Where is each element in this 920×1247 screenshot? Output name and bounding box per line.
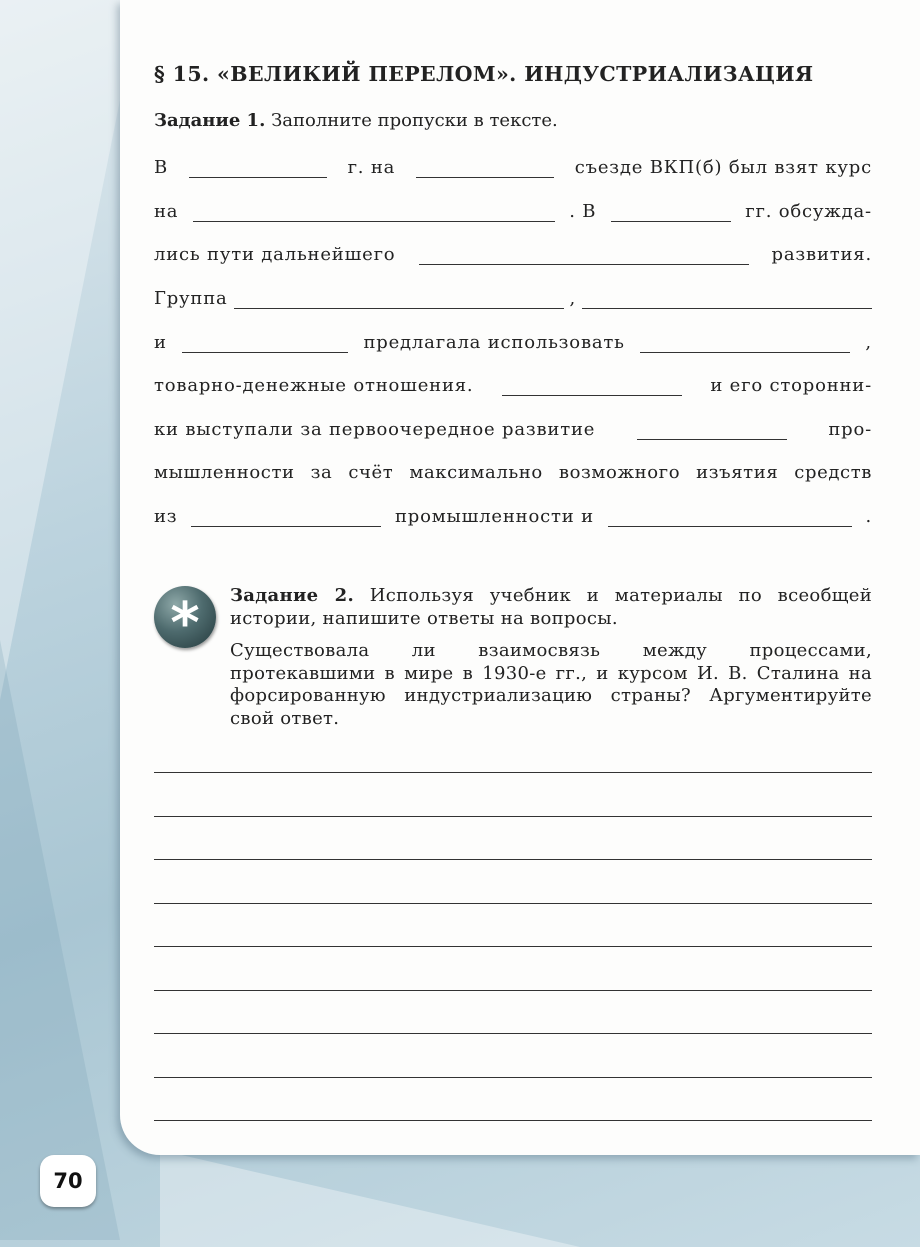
task2-question: Существовала ли взаимосвязь между процессами, протекавшими в мире в 1930-е гг., и курсом И. В. Сталина на форсированную индустриализацию страны? Аргументируйте свой ответ. (230, 640, 872, 729)
answer-line[interactable] (154, 1033, 872, 1034)
fill-blank[interactable] (189, 159, 327, 178)
answer-line[interactable] (154, 1120, 872, 1121)
text-line (154, 152, 872, 178)
text-line (154, 370, 872, 396)
text-fragment: . (865, 506, 872, 527)
page-title: § 15. «ВЕЛИКИЙ ПЕРЕЛОМ». ИНДУСТРИАЛИЗАЦИЯ (154, 62, 814, 86)
answer-line[interactable] (154, 859, 872, 860)
worksheet-page (120, 0, 920, 1155)
text-fragment: В (154, 157, 169, 178)
text-fragment: товарно-денежные отношения. (154, 375, 474, 396)
text-fragment: предлагала использовать (363, 332, 625, 353)
fill-blank[interactable] (182, 334, 348, 353)
text-fragment: , (569, 288, 577, 309)
fill-blank[interactable] (640, 334, 850, 353)
fill-blank[interactable] (419, 246, 749, 265)
answer-line[interactable] (154, 946, 872, 947)
text-fragment: лись пути дальнейшего (154, 244, 396, 265)
text-fragment: из (154, 506, 178, 527)
text-fragment: развития. (771, 244, 872, 265)
answer-line[interactable] (154, 903, 872, 904)
background-shape (0, 0, 140, 700)
task2-instruction: Используя учебник и материалы по всеобщей истории, напишите ответы на вопросы. (230, 585, 872, 629)
background-shape (0, 640, 120, 1240)
text-fragment: на (154, 201, 179, 222)
fill-blank[interactable] (191, 508, 381, 527)
text-fragment: , (865, 332, 872, 353)
answer-line[interactable] (154, 990, 872, 991)
fill-blank[interactable] (611, 203, 731, 222)
text-line (154, 196, 872, 222)
text-fragment: и его сторонни- (710, 375, 872, 396)
fill-blank[interactable] (637, 421, 787, 440)
background-shape (160, 1150, 580, 1247)
fill-blank[interactable] (193, 203, 555, 222)
fill-blank[interactable] (234, 290, 564, 309)
answer-line[interactable] (154, 1077, 872, 1078)
task1-instruction: Заполните пропуски в тексте. (271, 110, 558, 131)
text-fragment: гг. обсужда- (745, 201, 872, 222)
text-fragment: ки выступали за первоочередное развитие (154, 419, 596, 440)
task2-block (230, 585, 872, 730)
fill-blank[interactable] (416, 159, 554, 178)
text-fragment: и (154, 332, 167, 353)
answer-line[interactable] (154, 816, 872, 817)
text-fragment: промышленности и (394, 506, 594, 527)
task2-heading (230, 585, 872, 630)
page-number: 70 (40, 1155, 96, 1207)
fill-blank[interactable] (608, 508, 852, 527)
text-line (154, 283, 872, 309)
text-fragment: . В (569, 201, 597, 222)
text-line (154, 327, 872, 353)
text-fragment: г. на (347, 157, 396, 178)
text-line (154, 239, 872, 265)
answer-line[interactable] (154, 772, 872, 773)
text-line (154, 414, 872, 440)
asterisk-icon: * (154, 586, 216, 648)
task1-heading (154, 110, 558, 131)
fill-blank[interactable] (582, 290, 872, 309)
task1-label: Задание 1. (154, 110, 266, 131)
text-fragment: съезде ВКП(б) был взят курс (574, 157, 872, 178)
fill-blank[interactable] (502, 377, 682, 396)
text-fragment: Группа (154, 288, 228, 309)
text-line (154, 457, 872, 483)
task2-label: Задание 2. (230, 585, 355, 606)
text-line (154, 501, 872, 527)
text-fragment: мышленности за счёт максимально возможного изъятия средств (154, 462, 872, 483)
text-fragment: про- (828, 419, 872, 440)
